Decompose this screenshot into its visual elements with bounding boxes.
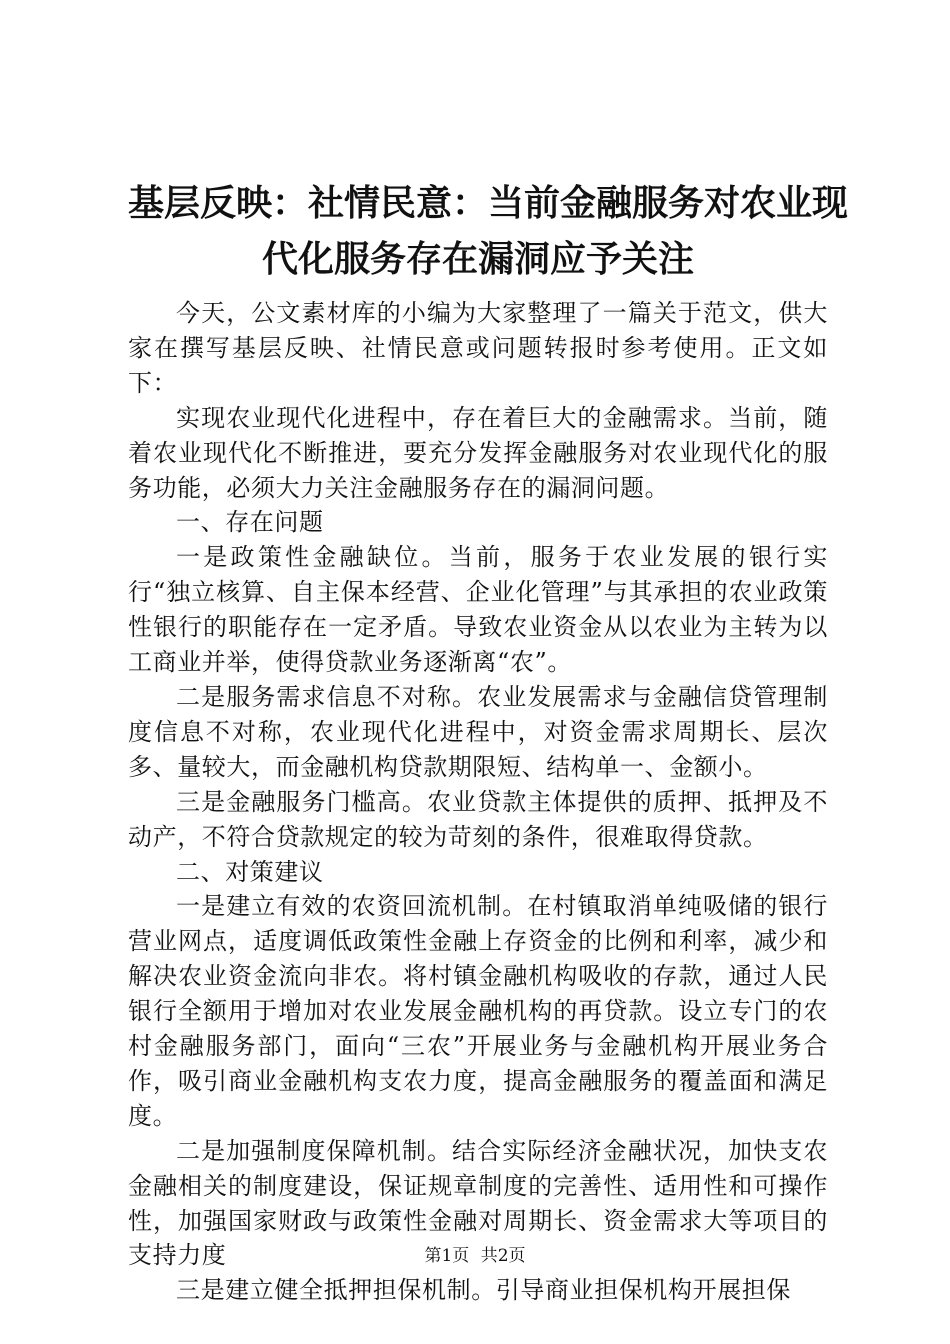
page-footer (0, 1244, 950, 1268)
suggestion-paragraph-3: 三是建立健全抵押担保机制。引导商业担保机构开展担保 (176, 1276, 791, 1305)
problem-paragraph-1: 一是政策性金融缺位。当前，服务于农业发展的银行实行“独立核算、自主保本经营、企业化管理”与其承担的农业政策性银行的职能存在一定矛盾。导致农业资金从以农业为主转为以工商业并举，使得贷款业务逐渐离“农”。 (128, 543, 828, 677)
suggestion-paragraph-2: 二是加强制度保障机制。结合实际经济金融状况，加快支农金融相关的制度建设，保证规章制度的完善性、适用性和可操作性，加强国家财政与政策性金融对周期长、资金需求大等项目的支持力度 (128, 1136, 828, 1270)
document-title (128, 176, 849, 288)
title-line-2: 代化服务存在漏洞应予关注 (261, 239, 694, 280)
problem-paragraph-3: 三是金融服务门槛高。农业贷款主体提供的质押、抵押及不动产，不符合贷款规定的较为苛刻的条件，很难取得贷款。 (128, 787, 828, 851)
page-total: 共2页 (480, 1246, 526, 1266)
background-paragraph: 实现农业现代化进程中，存在着巨大的金融需求。当前，随着农业现代化不断推进，要充分发挥金融服务对农业现代化的服务功能，必须大力关注金融服务存在的漏洞问题。 (128, 403, 828, 502)
title-line-1: 基层反映：社情民意：当前金融服务对农业现 (128, 183, 849, 224)
problem-paragraph-2: 二是服务需求信息不对称。农业发展需求与金融信贷管理制度信息不对称，农业现代化进程中，对资金需求周期长、层次多、量较大，而金融机构贷款期限短、结构单一、金额小。 (128, 682, 828, 781)
document-body (128, 296, 828, 1308)
section-heading-problems: 一、存在问题 (176, 508, 324, 537)
page-number: 第1页 (424, 1246, 470, 1266)
section-heading-suggestions: 二、对策建议 (176, 857, 324, 886)
suggestion-paragraph-1: 一是建立有效的农资回流机制。在村镇取消单纯吸储的银行营业网点，适度调低政策性金融上存资金的比例和利率，减少和解决农业资金流向非农。将村镇金融机构吸收的存款，通过人民银行全额用于增加对农业发展金融机构的再贷款。设立专门的农村金融服务部门，面向“三农”开展业务与金融机构开展业务合作，吸引商业金融机构支农力度，提高金融服务的覆盖面和满足度。 (128, 892, 828, 1130)
intro-paragraph: 今天，公文素材库的小编为大家整理了一篇关于范文，供大家在撰写基层反映、社情民意或问题转报时参考使用。正文如下： (128, 299, 828, 397)
